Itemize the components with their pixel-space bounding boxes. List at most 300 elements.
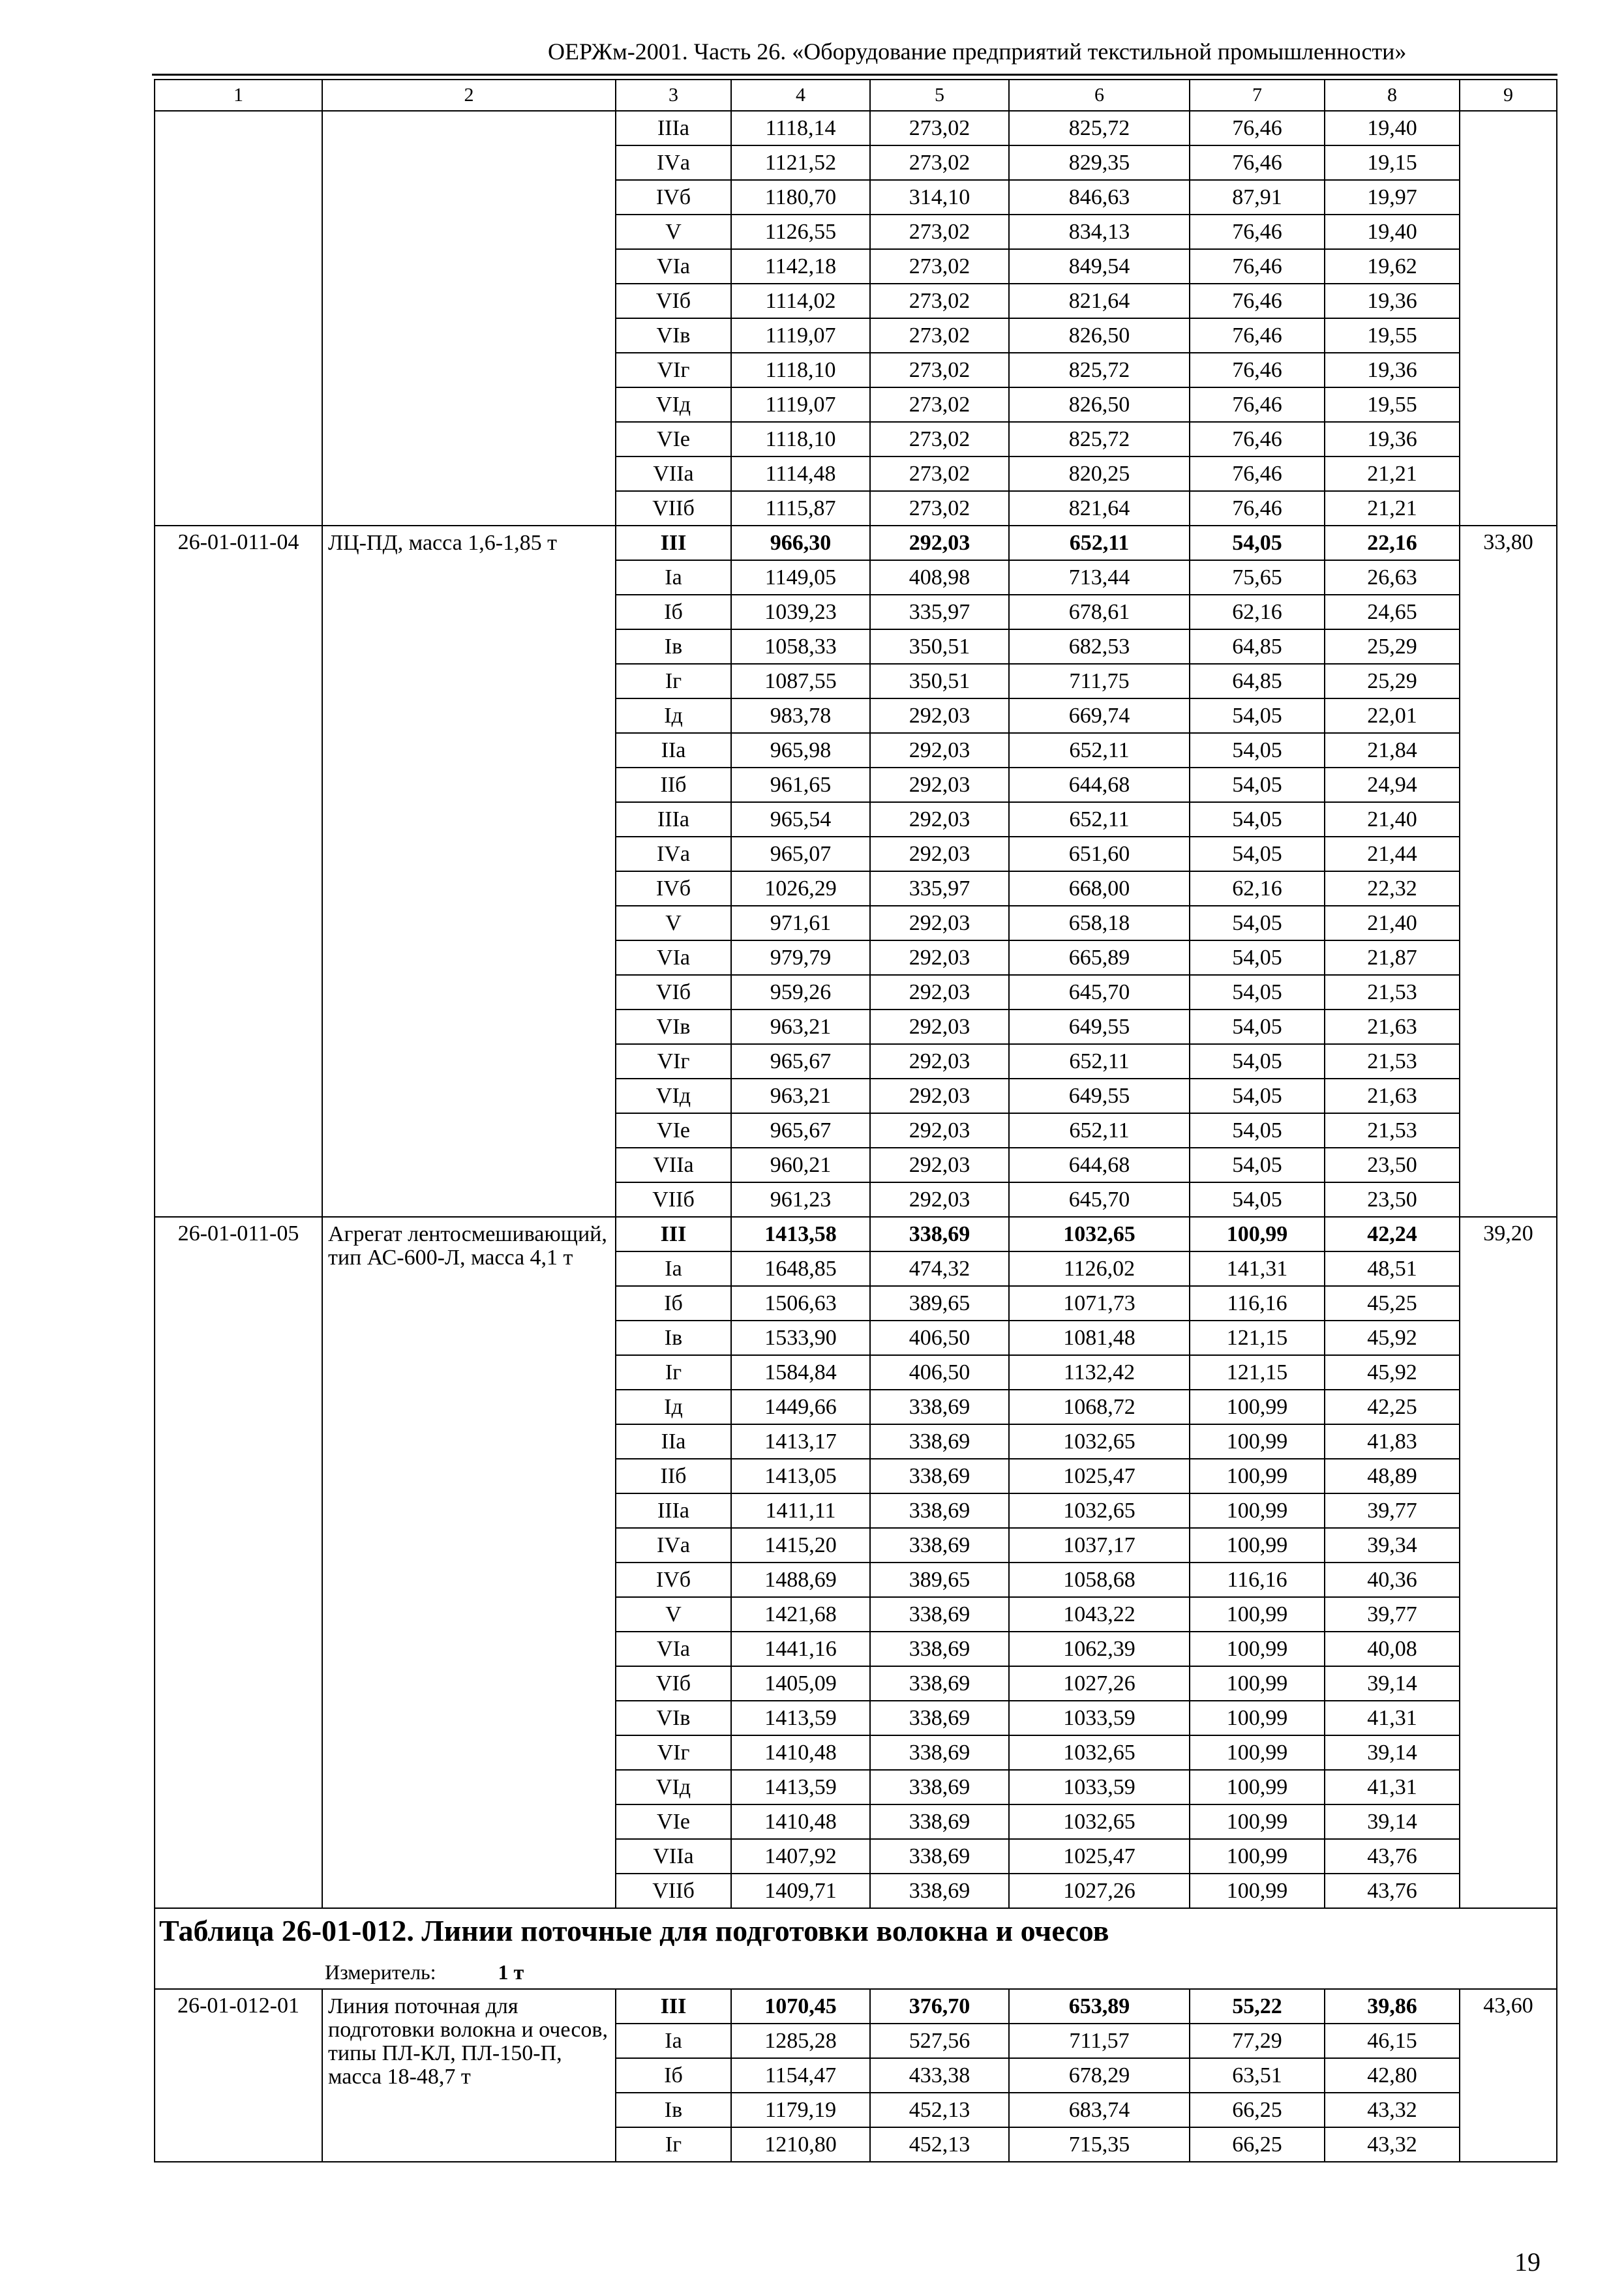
cell-region: VIд	[616, 1770, 731, 1804]
cell-region: IVб	[616, 871, 731, 906]
cell-region: Iд	[616, 1390, 731, 1424]
cell-materials-cost: 24,65	[1325, 595, 1460, 629]
cell-region: VIд	[616, 1079, 731, 1113]
cell-machine-cost: 682,53	[1009, 629, 1190, 664]
cell-operator-wage: 54,05	[1190, 768, 1325, 802]
cell-region: VIа	[616, 940, 731, 975]
cell-machine-cost: 678,61	[1009, 595, 1190, 629]
cell-labor-cost: 338,69	[870, 1390, 1009, 1424]
cell-machine-cost: 645,70	[1009, 975, 1190, 1010]
table-title-cell	[155, 1908, 1557, 1956]
cell-region: Iд	[616, 698, 731, 733]
cell-operator-wage: 54,05	[1190, 526, 1325, 560]
column-number: 9	[1460, 80, 1557, 111]
cell-operator-wage: 76,46	[1190, 318, 1325, 353]
cell-total-cost: 1126,55	[731, 215, 870, 249]
cell-total-cost: 1584,84	[731, 1355, 870, 1390]
cell-region: Iа	[616, 1251, 731, 1286]
cell-region: VIе	[616, 1804, 731, 1839]
cell-region: VIа	[616, 249, 731, 284]
table-row	[155, 1989, 1557, 2024]
cell-region: III	[616, 526, 731, 560]
cell-operator-wage: 116,16	[1190, 1563, 1325, 1597]
cell-materials-cost: 39,14	[1325, 1735, 1460, 1770]
cell-labor-cost: 273,02	[870, 284, 1009, 318]
cell-labor-cost: 474,32	[870, 1251, 1009, 1286]
table-row	[155, 1217, 1557, 1251]
cell-total-cost: 965,54	[731, 802, 870, 837]
page-header: ОЕРЖм-2001. Часть 26. «Оборудование предприятий текстильной промышленности»	[548, 38, 1407, 65]
cell-total-cost: 965,98	[731, 733, 870, 768]
cell-labor-cost: 338,69	[870, 1424, 1009, 1459]
cell-labor-cost: 273,02	[870, 491, 1009, 526]
cell-labor-cost: 408,98	[870, 560, 1009, 595]
cell-total-cost: 1533,90	[731, 1321, 870, 1355]
cell-region: VIв	[616, 318, 731, 353]
cell-operator-wage: 121,15	[1190, 1355, 1325, 1390]
cell-labor-cost: 338,69	[870, 1735, 1009, 1770]
cell-machine-cost: 1033,59	[1009, 1701, 1190, 1735]
column-number: 4	[731, 80, 870, 111]
cell-materials-cost: 45,92	[1325, 1355, 1460, 1390]
cell-materials-cost: 19,62	[1325, 249, 1460, 284]
cell-total-cost: 1413,58	[731, 1217, 870, 1251]
cell-operator-wage: 54,05	[1190, 837, 1325, 871]
cell-materials-cost: 39,86	[1325, 1989, 1460, 2024]
cell-total-cost: 979,79	[731, 940, 870, 975]
cell-materials-cost: 41,31	[1325, 1770, 1460, 1804]
cell-total-cost: 963,21	[731, 1010, 870, 1044]
cell-machine-cost: 668,00	[1009, 871, 1190, 906]
cell-labor-cost: 338,69	[870, 1528, 1009, 1563]
table-row	[155, 526, 1557, 560]
cell-total-cost: 1405,09	[731, 1666, 870, 1701]
cell-operator-wage: 76,46	[1190, 387, 1325, 422]
cell-operator-wage: 100,99	[1190, 1459, 1325, 1493]
cell-labor-cost: 338,69	[870, 1770, 1009, 1804]
cell-materials-cost: 48,89	[1325, 1459, 1460, 1493]
page-number: 19	[1514, 2247, 1541, 2277]
cell-labor-cost: 338,69	[870, 1632, 1009, 1666]
cell-labor-cost: 350,51	[870, 664, 1009, 698]
cell-total-cost: 961,65	[731, 768, 870, 802]
column-number: 8	[1325, 80, 1460, 111]
cell-region: Iб	[616, 2058, 731, 2093]
column-number: 2	[322, 80, 616, 111]
cell-region: VIб	[616, 284, 731, 318]
cell-materials-cost: 41,31	[1325, 1701, 1460, 1735]
cell-labor-cost: 273,02	[870, 215, 1009, 249]
cell-operator-wage: 100,99	[1190, 1770, 1325, 1804]
cell-labor-cost: 273,02	[870, 318, 1009, 353]
cell-materials-cost: 21,53	[1325, 1044, 1460, 1079]
cell-materials-cost: 21,21	[1325, 491, 1460, 526]
cell-machine-cost: 653,89	[1009, 1989, 1190, 2024]
cell-operator-wage: 100,99	[1190, 1701, 1325, 1735]
cell-total-cost: 1114,48	[731, 456, 870, 491]
cell-machine-cost: 1071,73	[1009, 1286, 1190, 1321]
cell-region: V	[616, 1597, 731, 1632]
column-number: 5	[870, 80, 1009, 111]
cell-total-cost: 1180,70	[731, 180, 870, 215]
cell-operator-wage: 55,22	[1190, 1989, 1325, 2024]
cell-total-cost: 1115,87	[731, 491, 870, 526]
cell-operator-wage: 76,46	[1190, 249, 1325, 284]
cell-labor-cost: 338,69	[870, 1459, 1009, 1493]
cell-materials-cost: 42,80	[1325, 2058, 1460, 2093]
cell-total-cost: 1119,07	[731, 387, 870, 422]
cell-materials-cost: 23,50	[1325, 1148, 1460, 1182]
cell-total-cost: 1410,48	[731, 1735, 870, 1770]
measure-label: Измеритель:	[325, 1960, 436, 1984]
cell-operator-wage: 76,46	[1190, 284, 1325, 318]
cell-operator-wage: 54,05	[1190, 1079, 1325, 1113]
cell-labor-cost: 273,02	[870, 353, 1009, 387]
cell-operator-wage: 100,99	[1190, 1666, 1325, 1701]
cell-machine-cost: 829,35	[1009, 145, 1190, 180]
cell-machine-cost: 834,13	[1009, 215, 1190, 249]
cell-materials-cost: 43,76	[1325, 1874, 1460, 1908]
cell-materials-cost: 26,63	[1325, 560, 1460, 595]
cell-total-cost: 965,67	[731, 1113, 870, 1148]
cell-region: VIв	[616, 1701, 731, 1735]
cell-total-cost: 1118,10	[731, 353, 870, 387]
cell-operator-wage: 54,05	[1190, 1148, 1325, 1182]
cell-total-cost: 971,61	[731, 906, 870, 940]
cell-machine-cost: 1058,68	[1009, 1563, 1190, 1597]
cell-labor-cost: 338,69	[870, 1804, 1009, 1839]
cell-materials-cost: 21,40	[1325, 906, 1460, 940]
cell-total-cost: 1648,85	[731, 1251, 870, 1286]
cell-labor-cost: 389,65	[870, 1286, 1009, 1321]
cell-labor-cost: 273,02	[870, 111, 1009, 145]
cell-total-cost: 1488,69	[731, 1563, 870, 1597]
cell-labor-cost: 292,03	[870, 975, 1009, 1010]
cell-labor-cost: 452,13	[870, 2127, 1009, 2162]
cell-machine-cost: 1032,65	[1009, 1217, 1190, 1251]
cell-region: VIг	[616, 1044, 731, 1079]
cell-total-cost: 1413,59	[731, 1770, 870, 1804]
cell-labor-cost: 338,69	[870, 1217, 1009, 1251]
cell-labor-cost: 292,03	[870, 906, 1009, 940]
cell-region: Iг	[616, 2127, 731, 2162]
cell-labor-cost: 292,03	[870, 526, 1009, 560]
cell-total-cost: 1070,45	[731, 1989, 870, 2024]
cell-name: Линия поточная для подготовки волокна и очесов, типы ПЛ-КЛ, ПЛ-150-П, масса 18-48,7 т	[322, 1989, 616, 2162]
cell-machine-cost: 1032,65	[1009, 1493, 1190, 1528]
cell-machine-cost: 658,18	[1009, 906, 1190, 940]
cell-materials-cost: 19,40	[1325, 111, 1460, 145]
cell-region: III	[616, 1989, 731, 2024]
cell-total-cost: 1285,28	[731, 2024, 870, 2058]
cell-operator-wage: 54,05	[1190, 940, 1325, 975]
cell-machine-cost: 1062,39	[1009, 1632, 1190, 1666]
cell-materials-cost: 25,29	[1325, 629, 1460, 664]
cell-operator-wage: 62,16	[1190, 871, 1325, 906]
cell-region: VIе	[616, 422, 731, 456]
cell-machine-cost: 826,50	[1009, 387, 1190, 422]
cell-machine-cost: 821,64	[1009, 491, 1190, 526]
cell-machine-cost: 644,68	[1009, 1148, 1190, 1182]
cell-materials-cost: 24,94	[1325, 768, 1460, 802]
cell-region: IIа	[616, 1424, 731, 1459]
cell-operator-wage: 87,91	[1190, 180, 1325, 215]
cell-total-cost: 1154,47	[731, 2058, 870, 2093]
cell-machine-cost: 1027,26	[1009, 1874, 1190, 1908]
cell-operator-wage: 54,05	[1190, 1010, 1325, 1044]
cell-total-cost: 1449,66	[731, 1390, 870, 1424]
cell-operator-wage: 64,85	[1190, 664, 1325, 698]
cell-machine-cost: 1126,02	[1009, 1251, 1190, 1286]
cell-operator-wage: 141,31	[1190, 1251, 1325, 1286]
price-table-body	[155, 80, 1557, 2162]
cell-materials-cost: 42,25	[1325, 1390, 1460, 1424]
cell-region: VIв	[616, 1010, 731, 1044]
cell-region: VIIб	[616, 1874, 731, 1908]
cell-labor-cost: 335,97	[870, 595, 1009, 629]
cell-machine-cost: 652,11	[1009, 733, 1190, 768]
cell-machine-cost: 1025,47	[1009, 1839, 1190, 1874]
cell-labor-cost: 350,51	[870, 629, 1009, 664]
cell-operator-wage: 76,46	[1190, 111, 1325, 145]
cell-labor-cost: 406,50	[870, 1355, 1009, 1390]
cell-materials-cost: 45,25	[1325, 1286, 1460, 1321]
cell-materials-cost: 21,87	[1325, 940, 1460, 975]
cell-total-cost: 1421,68	[731, 1597, 870, 1632]
cell-code: 26-01-011-05	[155, 1217, 322, 1908]
cell-machine-cost: 715,35	[1009, 2127, 1190, 2162]
cell-region: V	[616, 215, 731, 249]
cell-machine-cost: 678,29	[1009, 2058, 1190, 2093]
cell-operator-wage: 100,99	[1190, 1217, 1325, 1251]
cell-operator-wage: 76,46	[1190, 353, 1325, 387]
table-title: Таблица 26-01-012. Линии поточные для подготовки волокна и очесов	[159, 1913, 1109, 1947]
cell-labor-cost: 292,03	[870, 768, 1009, 802]
cell-labor-cost: 389,65	[870, 1563, 1009, 1597]
column-number: 1	[155, 80, 322, 111]
cell-region: V	[616, 906, 731, 940]
cell-materials-cost: 43,32	[1325, 2093, 1460, 2127]
cell-operator-wage: 76,46	[1190, 491, 1325, 526]
cell-man-hours: 33,80	[1460, 526, 1557, 1217]
cell-man-hours: 43,60	[1460, 1989, 1557, 2162]
cell-total-cost: 1118,14	[731, 111, 870, 145]
cell-materials-cost: 19,15	[1325, 145, 1460, 180]
cell-materials-cost: 22,16	[1325, 526, 1460, 560]
cell-code: 26-01-011-04	[155, 526, 322, 1217]
cell-labor-cost: 292,03	[870, 1148, 1009, 1182]
cell-operator-wage: 64,85	[1190, 629, 1325, 664]
table-row	[155, 111, 1557, 145]
price-table	[154, 79, 1557, 2162]
cell-operator-wage: 54,05	[1190, 1182, 1325, 1217]
cell-region: Iб	[616, 1286, 731, 1321]
cell-labor-cost: 292,03	[870, 802, 1009, 837]
cell-materials-cost: 19,55	[1325, 318, 1460, 353]
cell-total-cost: 1413,05	[731, 1459, 870, 1493]
cell-labor-cost: 273,02	[870, 145, 1009, 180]
cell-machine-cost: 649,55	[1009, 1079, 1190, 1113]
cell-labor-cost: 338,69	[870, 1666, 1009, 1701]
cell-labor-cost: 273,02	[870, 249, 1009, 284]
cell-machine-cost: 652,11	[1009, 1044, 1190, 1079]
cell-operator-wage: 76,46	[1190, 456, 1325, 491]
cell-materials-cost: 40,36	[1325, 1563, 1460, 1597]
measure-value: 1 т	[498, 1960, 524, 1984]
cell-region: VIг	[616, 1735, 731, 1770]
cell-operator-wage: 100,99	[1190, 1597, 1325, 1632]
cell-total-cost: 966,30	[731, 526, 870, 560]
cell-machine-cost: 1043,22	[1009, 1597, 1190, 1632]
cell-operator-wage: 76,46	[1190, 145, 1325, 180]
cell-materials-cost: 39,77	[1325, 1493, 1460, 1528]
cell-materials-cost: 19,40	[1325, 215, 1460, 249]
cell-materials-cost: 21,84	[1325, 733, 1460, 768]
cell-labor-cost: 338,69	[870, 1597, 1009, 1632]
cell-operator-wage: 76,46	[1190, 422, 1325, 456]
measure-cell	[155, 1956, 1557, 1989]
cell-materials-cost: 21,63	[1325, 1079, 1460, 1113]
cell-region: Iа	[616, 2024, 731, 2058]
cell-region: III	[616, 1217, 731, 1251]
cell-operator-wage: 66,25	[1190, 2127, 1325, 2162]
cell-operator-wage: 100,99	[1190, 1735, 1325, 1770]
cell-labor-cost: 292,03	[870, 940, 1009, 975]
cell-operator-wage: 54,05	[1190, 975, 1325, 1010]
cell-region: IIIа	[616, 802, 731, 837]
cell-total-cost: 959,26	[731, 975, 870, 1010]
cell-name: ЛЦ-ПД, масса 1,6-1,85 т	[322, 526, 616, 1217]
cell-region: IVб	[616, 1563, 731, 1597]
cell-operator-wage: 63,51	[1190, 2058, 1325, 2093]
cell-code	[155, 111, 322, 526]
cell-region: Iв	[616, 1321, 731, 1355]
cell-region: VIIб	[616, 491, 731, 526]
cell-materials-cost: 45,92	[1325, 1321, 1460, 1355]
cell-total-cost: 1410,48	[731, 1804, 870, 1839]
cell-machine-cost: 713,44	[1009, 560, 1190, 595]
cell-labor-cost: 292,03	[870, 837, 1009, 871]
cell-code: 26-01-012-01	[155, 1989, 322, 2162]
cell-materials-cost: 42,24	[1325, 1217, 1460, 1251]
cell-machine-cost: 820,25	[1009, 456, 1190, 491]
column-number: 3	[616, 80, 731, 111]
cell-materials-cost: 48,51	[1325, 1251, 1460, 1286]
cell-total-cost: 1119,07	[731, 318, 870, 353]
cell-labor-cost: 338,69	[870, 1839, 1009, 1874]
table-title-row	[155, 1908, 1557, 1956]
cell-machine-cost: 1032,65	[1009, 1735, 1190, 1770]
cell-labor-cost: 273,02	[870, 387, 1009, 422]
cell-machine-cost: 1032,65	[1009, 1804, 1190, 1839]
cell-materials-cost: 21,40	[1325, 802, 1460, 837]
cell-materials-cost: 39,77	[1325, 1597, 1460, 1632]
cell-operator-wage: 66,25	[1190, 2093, 1325, 2127]
cell-operator-wage: 76,46	[1190, 215, 1325, 249]
cell-region: VIа	[616, 1632, 731, 1666]
cell-materials-cost: 21,44	[1325, 837, 1460, 871]
cell-region: IIIа	[616, 111, 731, 145]
cell-labor-cost: 292,03	[870, 1113, 1009, 1148]
cell-machine-cost: 846,63	[1009, 180, 1190, 215]
cell-region: IVа	[616, 837, 731, 871]
cell-region: Iб	[616, 595, 731, 629]
cell-materials-cost: 39,14	[1325, 1804, 1460, 1839]
cell-labor-cost: 452,13	[870, 2093, 1009, 2127]
cell-operator-wage: 100,99	[1190, 1528, 1325, 1563]
cell-machine-cost: 644,68	[1009, 768, 1190, 802]
cell-materials-cost: 19,36	[1325, 284, 1460, 318]
cell-materials-cost: 21,63	[1325, 1010, 1460, 1044]
cell-labor-cost: 292,03	[870, 698, 1009, 733]
cell-materials-cost: 22,32	[1325, 871, 1460, 906]
cell-machine-cost: 665,89	[1009, 940, 1190, 975]
cell-machine-cost: 645,70	[1009, 1182, 1190, 1217]
cell-machine-cost: 1132,42	[1009, 1355, 1190, 1390]
cell-name: Агрегат лентосмешивающий, тип АС-600-Л, масса 4,1 т	[322, 1217, 616, 1908]
cell-total-cost: 1411,11	[731, 1493, 870, 1528]
cell-region: IIа	[616, 733, 731, 768]
cell-region: VIг	[616, 353, 731, 387]
column-numbers-row	[155, 80, 1557, 111]
cell-region: VIIа	[616, 1148, 731, 1182]
cell-materials-cost: 40,08	[1325, 1632, 1460, 1666]
cell-machine-cost: 669,74	[1009, 698, 1190, 733]
cell-region: Iа	[616, 560, 731, 595]
column-number: 7	[1190, 80, 1325, 111]
cell-materials-cost: 21,53	[1325, 975, 1460, 1010]
cell-total-cost: 965,07	[731, 837, 870, 871]
cell-labor-cost: 338,69	[870, 1701, 1009, 1735]
cell-region: IVа	[616, 145, 731, 180]
cell-machine-cost: 1032,65	[1009, 1424, 1190, 1459]
cell-operator-wage: 54,05	[1190, 1044, 1325, 1079]
cell-materials-cost: 19,36	[1325, 353, 1460, 387]
cell-region: VIIа	[616, 456, 731, 491]
cell-labor-cost: 292,03	[870, 1010, 1009, 1044]
cell-operator-wage: 116,16	[1190, 1286, 1325, 1321]
cell-operator-wage: 100,99	[1190, 1804, 1325, 1839]
cell-labor-cost: 273,02	[870, 456, 1009, 491]
cell-operator-wage: 54,05	[1190, 802, 1325, 837]
cell-region: VIIб	[616, 1182, 731, 1217]
column-number: 6	[1009, 80, 1190, 111]
cell-operator-wage: 62,16	[1190, 595, 1325, 629]
cell-machine-cost: 825,72	[1009, 422, 1190, 456]
cell-labor-cost: 273,02	[870, 422, 1009, 456]
cell-machine-cost: 825,72	[1009, 111, 1190, 145]
cell-operator-wage: 77,29	[1190, 2024, 1325, 2058]
cell-materials-cost: 19,36	[1325, 422, 1460, 456]
cell-operator-wage: 100,99	[1190, 1424, 1325, 1459]
cell-materials-cost: 41,83	[1325, 1424, 1460, 1459]
cell-total-cost: 1118,10	[731, 422, 870, 456]
cell-total-cost: 961,23	[731, 1182, 870, 1217]
cell-region: Iг	[616, 1355, 731, 1390]
cell-machine-cost: 652,11	[1009, 526, 1190, 560]
cell-region: VIб	[616, 975, 731, 1010]
cell-machine-cost: 1027,26	[1009, 1666, 1190, 1701]
header-rule	[152, 74, 1557, 76]
cell-labor-cost: 338,69	[870, 1874, 1009, 1908]
cell-labor-cost: 406,50	[870, 1321, 1009, 1355]
cell-total-cost: 1149,05	[731, 560, 870, 595]
cell-region: IVб	[616, 180, 731, 215]
cell-operator-wage: 100,99	[1190, 1874, 1325, 1908]
cell-region: VIд	[616, 387, 731, 422]
cell-materials-cost: 43,32	[1325, 2127, 1460, 2162]
cell-machine-cost: 1037,17	[1009, 1528, 1190, 1563]
